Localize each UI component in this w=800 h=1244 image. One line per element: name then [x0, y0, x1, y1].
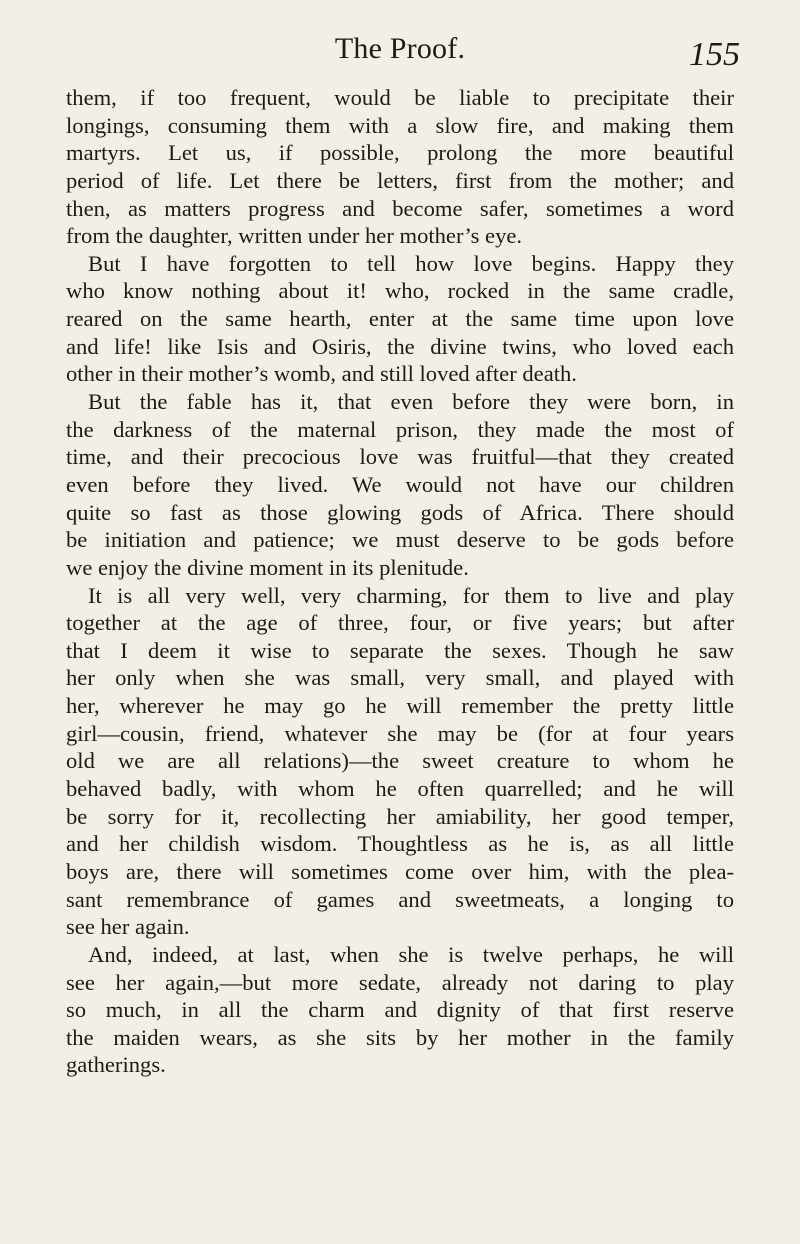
text-line: quite so fast as those glowing gods of Africa. There should [66, 499, 734, 525]
text-line: and her childish wisdom. Thoughtless as he is, as all little [66, 831, 734, 857]
running-title: The Proof. [334, 32, 466, 65]
text-line: then, as matters progress and become safer, sometimes a word [66, 195, 734, 221]
page-header [60, 30, 740, 74]
text-line: together at the age of three, four, or five years; but after [66, 610, 734, 636]
text-line: behaved badly, with whom he often quarrelled; and he will [66, 776, 734, 802]
text-line: girl—cousin, friend, whatever she may be (for at four years [66, 720, 734, 746]
text-line: so much, in all the charm and dignity of that first reserve [66, 997, 734, 1023]
text-line: boys are, there will sometimes come over him, with the plea- [66, 858, 734, 884]
text-line: her only when she was small, very small, and played with [66, 665, 734, 691]
body-text [66, 84, 734, 1079]
text-line: But the fable has it, that even before they were born, in [88, 389, 734, 415]
text-line: martyrs. Let us, if possible, prolong the more beautiful [66, 140, 734, 166]
text-line: the maiden wears, as she sits by her mother in the family [66, 1024, 734, 1050]
text-line: be initiation and patience; we must deserve to be gods before [66, 527, 734, 553]
text-line: It is all very well, very charming, for them to live and play [88, 582, 734, 608]
text-line: other in their mother’s womb, and still loved after death. [66, 361, 577, 387]
text-line: old we are all relations)—the sweet creature to whom he [66, 748, 734, 774]
text-line: period of life. Let there be letters, first from the mother; and [66, 167, 734, 193]
text-line: who know nothing about it! who, rocked in the same cradle, [66, 278, 734, 304]
text-line: even before they lived. We would not have our children [66, 471, 734, 497]
text-line: And, indeed, at last, when she is twelve perhaps, he will [88, 941, 734, 967]
text-line: be sorry for it, recollecting her amiability, her good temper, [66, 803, 734, 829]
page-number: 155 [689, 36, 740, 73]
text-line: reared on the same hearth, enter at the same time upon love [66, 306, 734, 332]
text-line: from the daughter, written under her mother’s eye. [66, 223, 523, 249]
text-line: we enjoy the divine moment in its plenitude. [66, 554, 469, 580]
text-line: her, wherever he may go he will remember the pretty little [66, 693, 734, 719]
text-line: But I have forgotten to tell how love begins. Happy they [88, 250, 734, 276]
text-line: time, and their precocious love was fruitful—that they created [66, 444, 734, 470]
text-line: that I deem it wise to separate the sexes. Though he saw [66, 637, 734, 663]
text-line: longings, consuming them with a slow fire, and making them [66, 112, 734, 138]
text-line: the darkness of the maternal prison, they made the most of [66, 416, 734, 442]
text-line: gatherings. [66, 1052, 166, 1078]
text-line: and life! like Isis and Osiris, the divine twins, who loved each [66, 333, 734, 359]
text-line: see her again. [66, 914, 190, 940]
text-line: see her again,—but more sedate, already not daring to play [66, 969, 734, 995]
text-line: sant remembrance of games and sweetmeats, a longing to [66, 886, 734, 912]
text-line: them, if too frequent, would be liable to precipitate their [66, 85, 734, 110]
